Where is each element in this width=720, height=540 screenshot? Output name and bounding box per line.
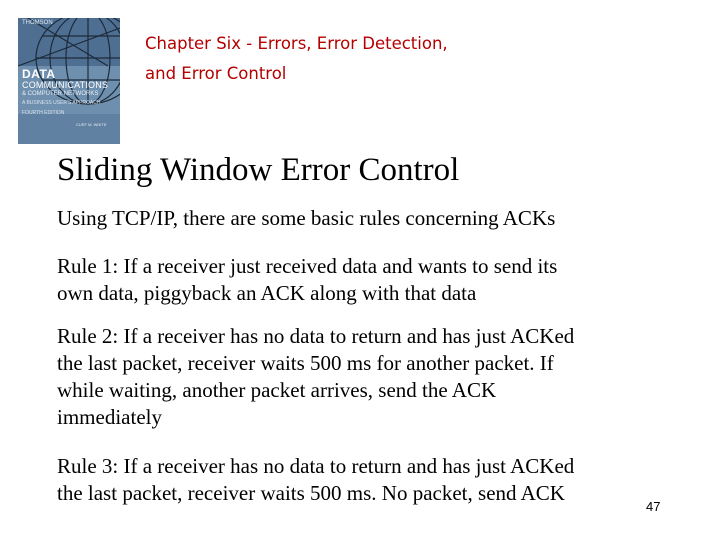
rule1-line: Rule 1: If a receiver just received data and wants to send its bbox=[57, 254, 558, 278]
slide-title: Sliding Window Error Control bbox=[57, 152, 460, 188]
cover-title-line2: COMMUNICATIONS bbox=[22, 80, 109, 90]
rule3-paragraph bbox=[57, 453, 574, 507]
rule1-line: own data, piggyback an ACK along with that data bbox=[57, 281, 477, 305]
rule2-line: Rule 2: If a receiver has no data to return and has just ACKed bbox=[57, 324, 575, 348]
rule3-line: Rule 3: If a receiver has no data to return and has just ACKed bbox=[57, 454, 575, 478]
rule3-line: the last packet, receiver waits 500 ms. No packet, send ACK bbox=[57, 481, 565, 505]
rule2-line: while waiting, another packet arrives, send the ACK bbox=[57, 378, 497, 402]
cover-title-line1: DATA bbox=[22, 67, 56, 81]
chapter-heading-line1: Chapter Six - Errors, Error Detection, bbox=[145, 34, 448, 53]
rule1-paragraph bbox=[57, 253, 557, 307]
cover-title-line3: & COMPUTER NETWORKS bbox=[22, 91, 99, 97]
rule2-paragraph bbox=[57, 323, 574, 431]
chapter-heading-line2: and Error Control bbox=[145, 64, 287, 83]
page-number: 47 bbox=[646, 499, 661, 514]
book-cover-image bbox=[18, 18, 120, 144]
cover-author: CURT M. WHITE bbox=[76, 122, 107, 127]
rule2-line: the last packet, receiver waits 500 ms for another packet. If bbox=[57, 351, 554, 375]
cover-title-line4: A BUSINESS USER'S APPROACH bbox=[22, 100, 101, 106]
cover-title-line5: FOURTH EDITION bbox=[22, 110, 65, 116]
intro-paragraph bbox=[57, 205, 555, 232]
intro-line: Using TCP/IP, there are some basic rules concerning ACKs bbox=[57, 206, 556, 230]
chapter-heading bbox=[145, 29, 448, 89]
cover-publisher-logo: THOMSON bbox=[22, 20, 53, 26]
rule2-line: immediately bbox=[57, 405, 162, 429]
